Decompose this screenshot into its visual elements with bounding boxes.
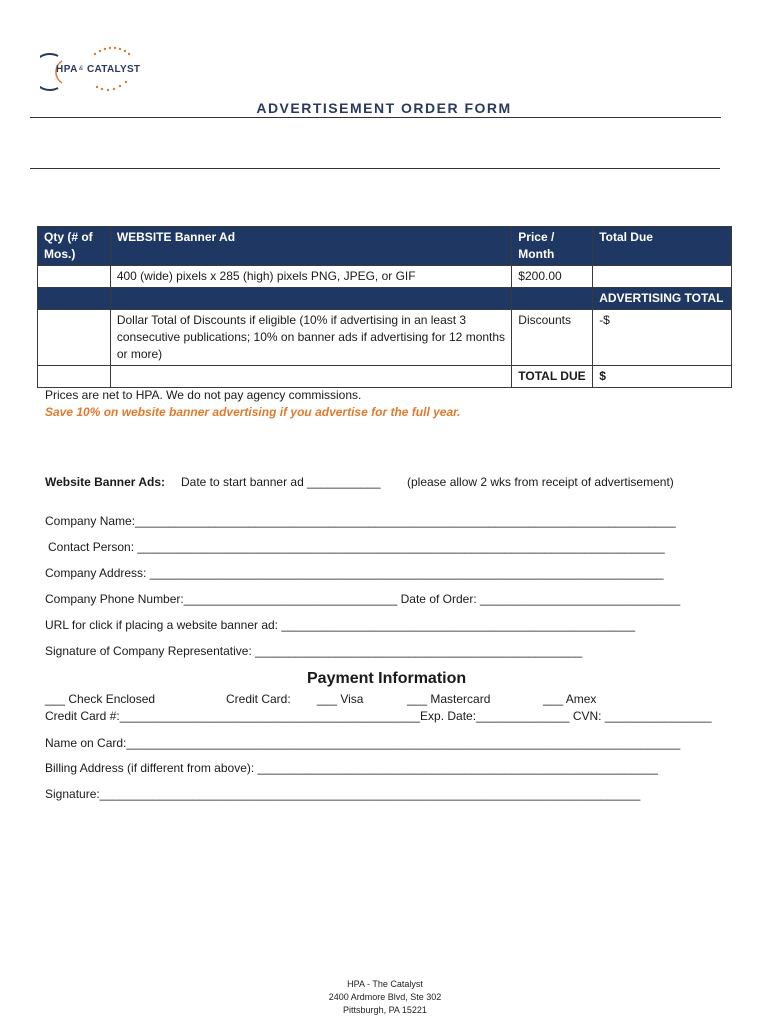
amex-option[interactable]: ___ Amex: [543, 692, 597, 706]
title-rule: [30, 117, 721, 118]
visa-option[interactable]: ___ Visa: [317, 692, 364, 706]
footer-line-1: HPA - The Catalyst: [347, 979, 423, 989]
row3-total-value[interactable]: $: [593, 366, 732, 388]
advertising-total-label: ADVERTISING TOTAL: [593, 288, 732, 310]
save-note: Save 10% on website banner advertising if you advertise for the full year.: [45, 405, 461, 419]
form-title: ADVERTISEMENT ORDER FORM: [256, 100, 512, 116]
phone-and-date-field[interactable]: Company Phone Number:________________________________ Date of Order: ______________________________: [45, 592, 681, 606]
credit-card-label: Credit Card:: [226, 692, 291, 706]
row1-total-cell[interactable]: [593, 266, 732, 288]
net-prices-note: Prices are net to HPA. We do not pay agency commissions.: [45, 388, 362, 402]
company-address-field[interactable]: Company Address: _____________________________________________________________________________: [45, 566, 664, 580]
footer-address: [0, 978, 770, 1017]
signature-field[interactable]: Signature:_________________________________________________________________________________: [45, 787, 641, 801]
row3-item-cell: [110, 366, 511, 388]
mastercard-option[interactable]: ___ Mastercard: [407, 692, 491, 706]
header-price: Price / Month: [512, 227, 593, 266]
url-field[interactable]: URL for click if placing a website banner ad: _____________________________________________________: [45, 618, 636, 632]
banner-start-date-field[interactable]: Date to start banner ad ___________: [181, 475, 381, 489]
hpa-catalyst-logo: [40, 42, 160, 102]
row1-price: $200.00: [512, 266, 593, 288]
table-row: [38, 366, 732, 388]
advertising-total-row: [38, 288, 732, 310]
table-row: [38, 266, 732, 288]
company-name-field[interactable]: Company Name:_________________________________________________________________________________: [45, 514, 676, 528]
order-table: [37, 226, 732, 388]
table-header-row: [38, 227, 732, 266]
signature-rep-field[interactable]: Signature of Company Representative: _________________________________________________: [45, 644, 583, 658]
name-on-card-field[interactable]: Name on Card:___________________________________________________________________________________: [45, 736, 681, 750]
table-row: [38, 310, 732, 366]
billing-address-field[interactable]: Billing Address (if different from above): ____________________________________________________________: [45, 761, 658, 775]
header-qty: Qty (# of Mos.): [38, 227, 111, 266]
row1-item: 400 (wide) pixels x 285 (high) pixels PNG, JPEG, or GIF: [110, 266, 511, 288]
contact-person-field[interactable]: Contact Person: _______________________________________________________________________________: [48, 540, 665, 554]
banner-ads-label: Website Banner Ads:: [45, 475, 166, 489]
card-number-field[interactable]: Credit Card #:_____________________________________________Exp. Date:______________ CVN: ________________: [45, 709, 712, 723]
banner-allow-note: (please allow 2 wks from receipt of advertisement): [407, 475, 674, 489]
header-total: Total Due: [593, 227, 732, 266]
logo-amp-text: &: [79, 66, 84, 72]
footer-line-3: Pittsburgh, PA 15221: [343, 1005, 427, 1015]
logo-catalyst-text: CATALYST: [87, 64, 141, 75]
row1-qty-cell[interactable]: [38, 266, 111, 288]
logo-hpa-text: HPA: [56, 64, 78, 75]
row3-qty-cell: [38, 366, 111, 388]
header-item: WEBSITE Banner Ad: [110, 227, 511, 266]
payment-title: Payment Information: [307, 670, 467, 687]
row2-qty-cell[interactable]: [38, 310, 111, 366]
row3-total-due-label: TOTAL DUE: [512, 366, 593, 388]
blank-rule: [30, 168, 720, 169]
footer-line-2: 2400 Ardmore Blvd, Ste 302: [328, 992, 442, 1002]
row2-item: Dollar Total of Discounts if eligible (10% if advertising in an least 3 consecutive publications; 10% on banner ads if advertising for 12 months or more): [110, 310, 511, 366]
check-enclosed-option[interactable]: ___ Check Enclosed: [45, 692, 156, 706]
row2-total[interactable]: -$: [593, 310, 732, 366]
row2-price: Discounts: [512, 310, 593, 366]
